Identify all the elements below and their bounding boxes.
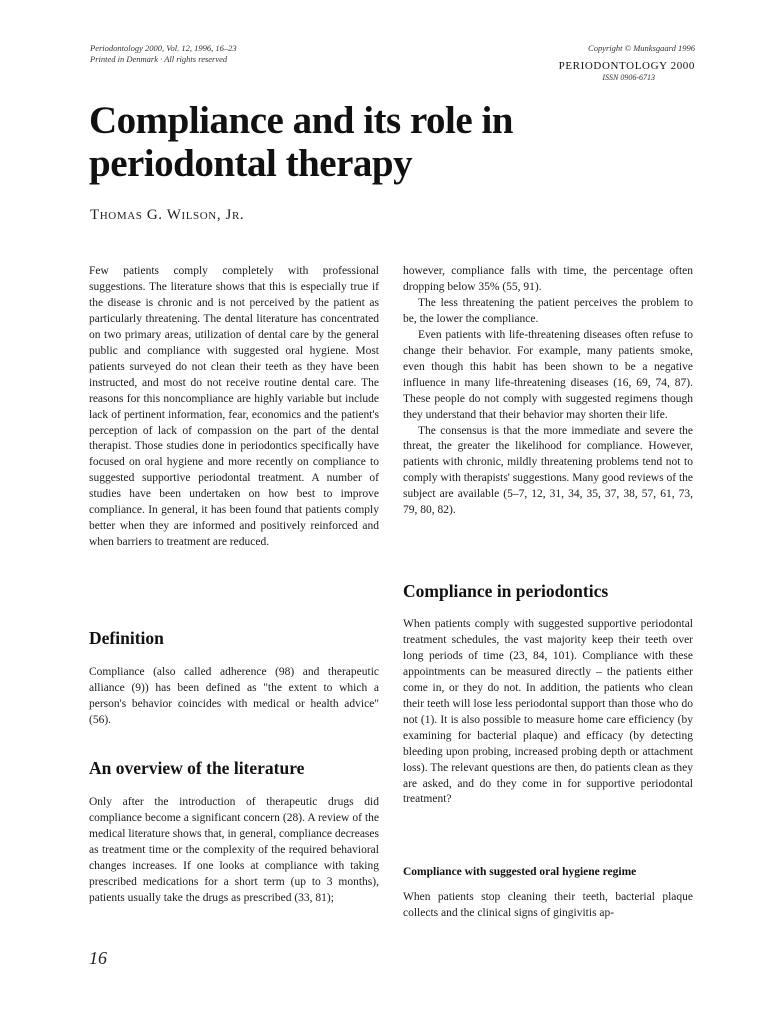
overview-heading: An overview of the literature: [89, 758, 305, 778]
right-paragraph-3: Even patients with life-threatening diseases often refuse to change their behavior. For example, many patients smoke, even though this habit has been shown to be a negative influence in many life-threatening diseases (16, 69, 74, 87). These people do not comply with suggested regimens though they understand that their behavior may shorten their life.: [403, 328, 693, 421]
running-header-right: [559, 43, 695, 83]
right-column-intro: [403, 264, 693, 519]
article-title: Compliance and its role in periodontal therapy: [89, 99, 513, 185]
running-header-left: [90, 43, 237, 65]
definition-heading: Definition: [89, 628, 164, 648]
definition-section: [89, 665, 379, 729]
page-number: 16: [89, 948, 107, 968]
periodontics-heading: Compliance in periodontics: [403, 581, 609, 601]
printed-notice: Printed in Denmark · All rights reserved: [90, 54, 228, 64]
periodontics-paragraph: When patients comply with suggested supportive periodontal treatment schedules, the vast majority keep their teeth over long periods of time (23, 84, 101). Compliance with these appointments can be measured directly – the patients either come in, or they do not. In addition, the patients who clean their teeth will lose less periodontal support than those who do not (1). It is also possible to measure home care efficiency (by examining for bacterial plaque) and efficacy (by detecting bleeding upon probing, increased probing depth or attachment loss). The relevant questions are then, do patients clean as they are asked, and do they come in for supportive periodontal treatment?: [403, 618, 693, 806]
issn: ISSN 0906-6713: [602, 73, 655, 82]
definition-paragraph: Compliance (also called adherence (98) and therapeutic alliance (9)) has been defined as "the extent to which a person's behavior coincides with medical or health advice" (56).: [89, 666, 379, 726]
oral-hygiene-section: [403, 890, 693, 922]
left-column-intro: [89, 264, 379, 551]
overview-paragraph: Only after the introduction of therapeutic drugs did compliance become a significant concern (28). A review of the medical literature shows that, in general, compliance decreases as treatment time or the complexity of the required behavioral changes increases. If one looks at compliance with taking prescribed medications for a short term (up to 3 months), patients usually take the drugs as prescribed (33, 81);: [89, 796, 379, 904]
oral-hygiene-subheading: Compliance with suggested oral hygiene regime: [403, 866, 637, 878]
intro-paragraph: Few patients comply completely with professional suggestions. The literature shows that this is especially true if the disease is chronic and is not perceived by the patient as particularly threatening. The dental literature has concentrated on two primary areas, utilization of dental care by the general public and compliance with suggested oral hygiene. Most patients surveyed do not clean their teeth as they have been instructed, and most do not receive routine dental care. The reasons for this noncompliance are highly variable but include lack of pertinent information, fear, economics and the patient's perception of lack of compassion on the part of the dental therapist. Those studies done in periodontics specifically have focused on oral hygiene and more recently on compliance to suggested supportive periodontal treatment. A number of studies have been undertaken on how best to improve compliance. In general, it has been found that patients comply better when they are informed and positively reinforced and when barriers to treatment are reduced.: [89, 265, 379, 549]
right-paragraph-2: The less threatening the patient perceives the problem to be, the lower the compliance.: [403, 296, 693, 325]
journal-citation: Periodontology 2000, Vol. 12, 1996, 16–23: [90, 43, 237, 53]
oral-hygiene-paragraph: When patients stop cleaning their teeth, bacterial plaque collects and the clinical signs of gingivitis ap-: [403, 891, 693, 919]
copyright-notice: Copyright © Munksgaard 1996: [588, 43, 695, 53]
journal-name: PERIODONTOLOGY 2000: [558, 60, 695, 72]
periodontics-section: [403, 617, 693, 808]
right-paragraph-4: The consensus is that the more immediate and severe the threat, the greater the likelihood for compliance. However, patients with chronic, mildly threatening problems tend not to comply with therapists' suggestions. Many good reviews of the subject are available (5–7, 12, 31, 34, 35, 37, 38, 57, 61, 73, 79, 80, 82).: [403, 424, 693, 517]
right-paragraph-1: however, compliance falls with time, the percentage often dropping below 35% (55, 91).: [403, 265, 693, 293]
overview-section: [89, 795, 379, 907]
author-name: Thomas G. Wilson, Jr.: [90, 207, 245, 223]
